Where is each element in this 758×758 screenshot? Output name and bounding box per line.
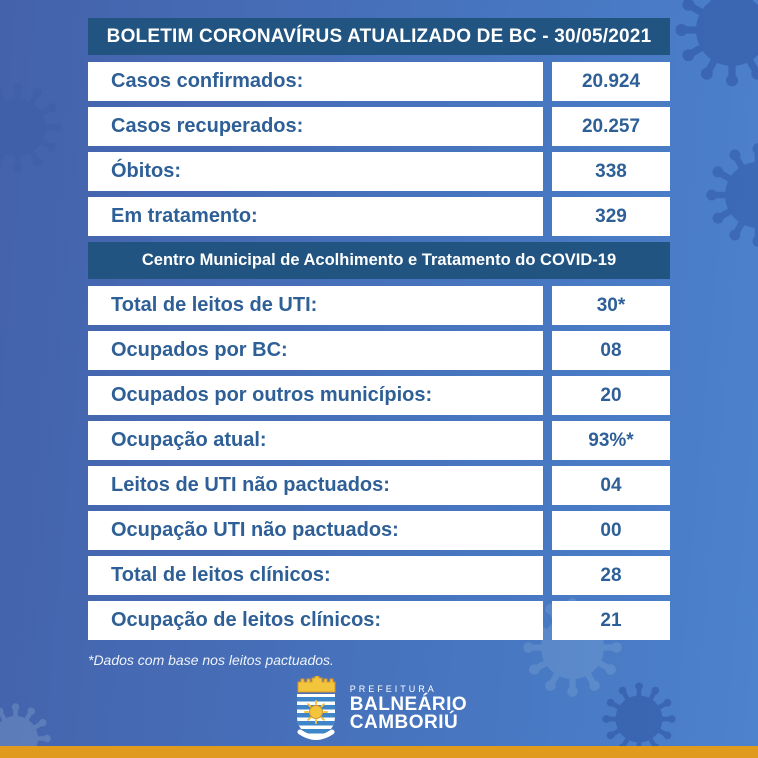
stat-row (88, 466, 670, 505)
stat-value: 20.257 (552, 107, 670, 146)
stat-value: 21 (552, 601, 670, 640)
bottom-accent-bar (0, 746, 758, 758)
stat-label: Em tratamento: (88, 197, 543, 236)
virus-icon (0, 80, 65, 175)
stat-value: 20 (552, 376, 670, 415)
stat-value: 329 (552, 197, 670, 236)
stat-value: 93%* (552, 421, 670, 460)
virus-icon (672, 0, 758, 90)
stat-row (88, 152, 670, 191)
bulletin-title-bar (88, 18, 670, 55)
city-logo-text (350, 684, 467, 732)
section-title-bar (88, 242, 670, 279)
stat-row (88, 511, 670, 550)
stat-row (88, 376, 670, 415)
stat-label: Casos confirmados: (88, 62, 543, 101)
stat-value: 08 (552, 331, 670, 370)
stat-row (88, 331, 670, 370)
stat-row (88, 601, 670, 640)
stat-value: 338 (552, 152, 670, 191)
city-crest-icon (291, 676, 341, 740)
stat-value: 20.924 (552, 62, 670, 101)
footnote: *Dados com base nos leitos pactuados. (88, 652, 334, 668)
stat-row (88, 197, 670, 236)
stat-label: Total de leitos clínicos: (88, 556, 543, 595)
stat-row (88, 107, 670, 146)
stat-label: Óbitos: (88, 152, 543, 191)
stat-label: Casos recuperados: (88, 107, 543, 146)
section-title: Centro Municipal de Acolhimento e Tratamento do COVID-19 (141, 251, 617, 269)
stat-label: Ocupados por BC: (88, 331, 543, 370)
bulletin-title: BOLETIM CORONAVÍRUS ATUALIZADO DE BC - 30/05/2021 (106, 25, 652, 47)
stat-row (88, 286, 670, 325)
logo-city-line2: CAMBORIÚ (349, 712, 459, 733)
stat-label: Leitos de UTI não pactuados: (88, 466, 543, 505)
stat-value: 00 (552, 511, 670, 550)
stat-value: 04 (552, 466, 670, 505)
city-logo (0, 676, 758, 740)
bulletin-board (88, 18, 670, 668)
stat-row (88, 62, 670, 101)
stat-value: 30* (552, 286, 670, 325)
stat-label: Ocupação de leitos clínicos: (88, 601, 543, 640)
stat-label: Ocupados por outros municípios: (88, 376, 543, 415)
stat-row (88, 556, 670, 595)
virus-icon (703, 140, 758, 250)
stat-label: Ocupação UTI não pactuados: (88, 511, 543, 550)
stat-value: 28 (552, 556, 670, 595)
logo-city-line1: BALNEÁRIO (349, 694, 468, 715)
stat-label: Ocupação atual: (88, 421, 543, 460)
stat-label: Total de leitos de UTI: (88, 286, 543, 325)
stat-row (88, 421, 670, 460)
logo-prefeitura-label: PREFEITURA (349, 684, 437, 694)
